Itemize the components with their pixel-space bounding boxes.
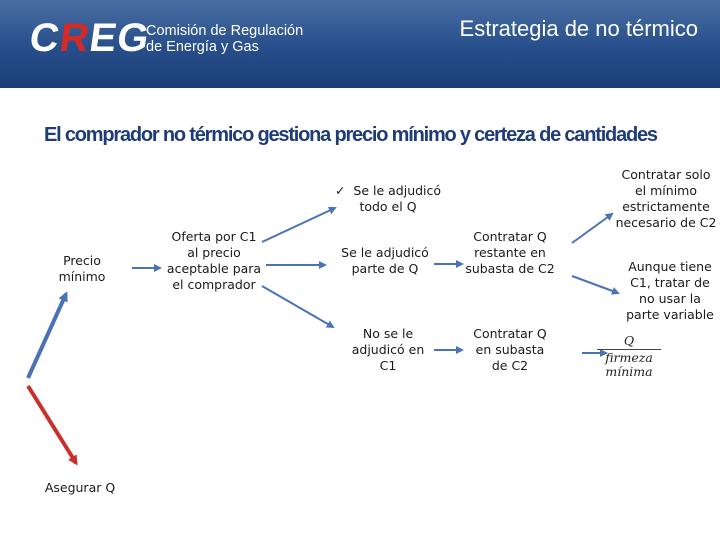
slide-title: Estrategia de no térmico <box>459 16 698 41</box>
formula-numerator: Q <box>623 333 635 348</box>
adjudico-todo-line <box>328 183 448 215</box>
label-precio-minimo: Precio mínimo <box>58 253 106 284</box>
label-adjudico-parte: Se le adjudicó parte de Q <box>341 245 429 276</box>
label-oferta-c1: Oferta por C1 al precio aceptable para el comprador <box>166 229 262 292</box>
logo-letters-eg: EG <box>86 16 153 60</box>
org-name-line1: Comisión de Regulación <box>146 23 304 39</box>
label-contratar-restante: Contratar Q restante en subasta de C2 <box>465 229 555 276</box>
formula-denominator-line2: mínima <box>605 364 653 379</box>
label-asegurar-q: Asegurar Q <box>44 480 116 495</box>
slide-subtitle: El comprador no térmico gestiona precio mínimo y certeza de cantidades <box>44 124 657 146</box>
arrow-oferta-to-none <box>262 286 333 327</box>
arrow-to-precio-minimo <box>28 294 66 378</box>
logo-letter-r: R <box>56 16 93 60</box>
label-contratar-minimo: Contratar solo el mínimo estrictamente necesario de C2 <box>615 167 717 230</box>
formula-denominator-line1: firmeza <box>605 350 653 365</box>
arrow-action-to-var <box>572 276 618 293</box>
arrow-oferta-to-all <box>262 208 335 242</box>
label-no-adjudico: No se le adjudicó en C1 <box>351 326 425 373</box>
adjudico-todo-text: Se le adjudicó todo el Q <box>353 183 442 214</box>
check-icon: ✓ <box>334 183 346 198</box>
label-adjudico-todo <box>328 183 448 215</box>
label-contratar-q: Contratar Q en subasta de C2 <box>473 326 547 373</box>
org-name-line2: de Energía y Gas <box>146 39 259 55</box>
logo-letter-c: C <box>26 16 63 60</box>
arrow-to-asegurar-q <box>28 386 76 463</box>
label-no-usar-variable: Aunque tiene C1, tratar de no usar la parte variable <box>626 259 714 322</box>
arrow-action-to-min <box>572 214 612 243</box>
formula-q-firmeza-minima <box>594 334 664 379</box>
